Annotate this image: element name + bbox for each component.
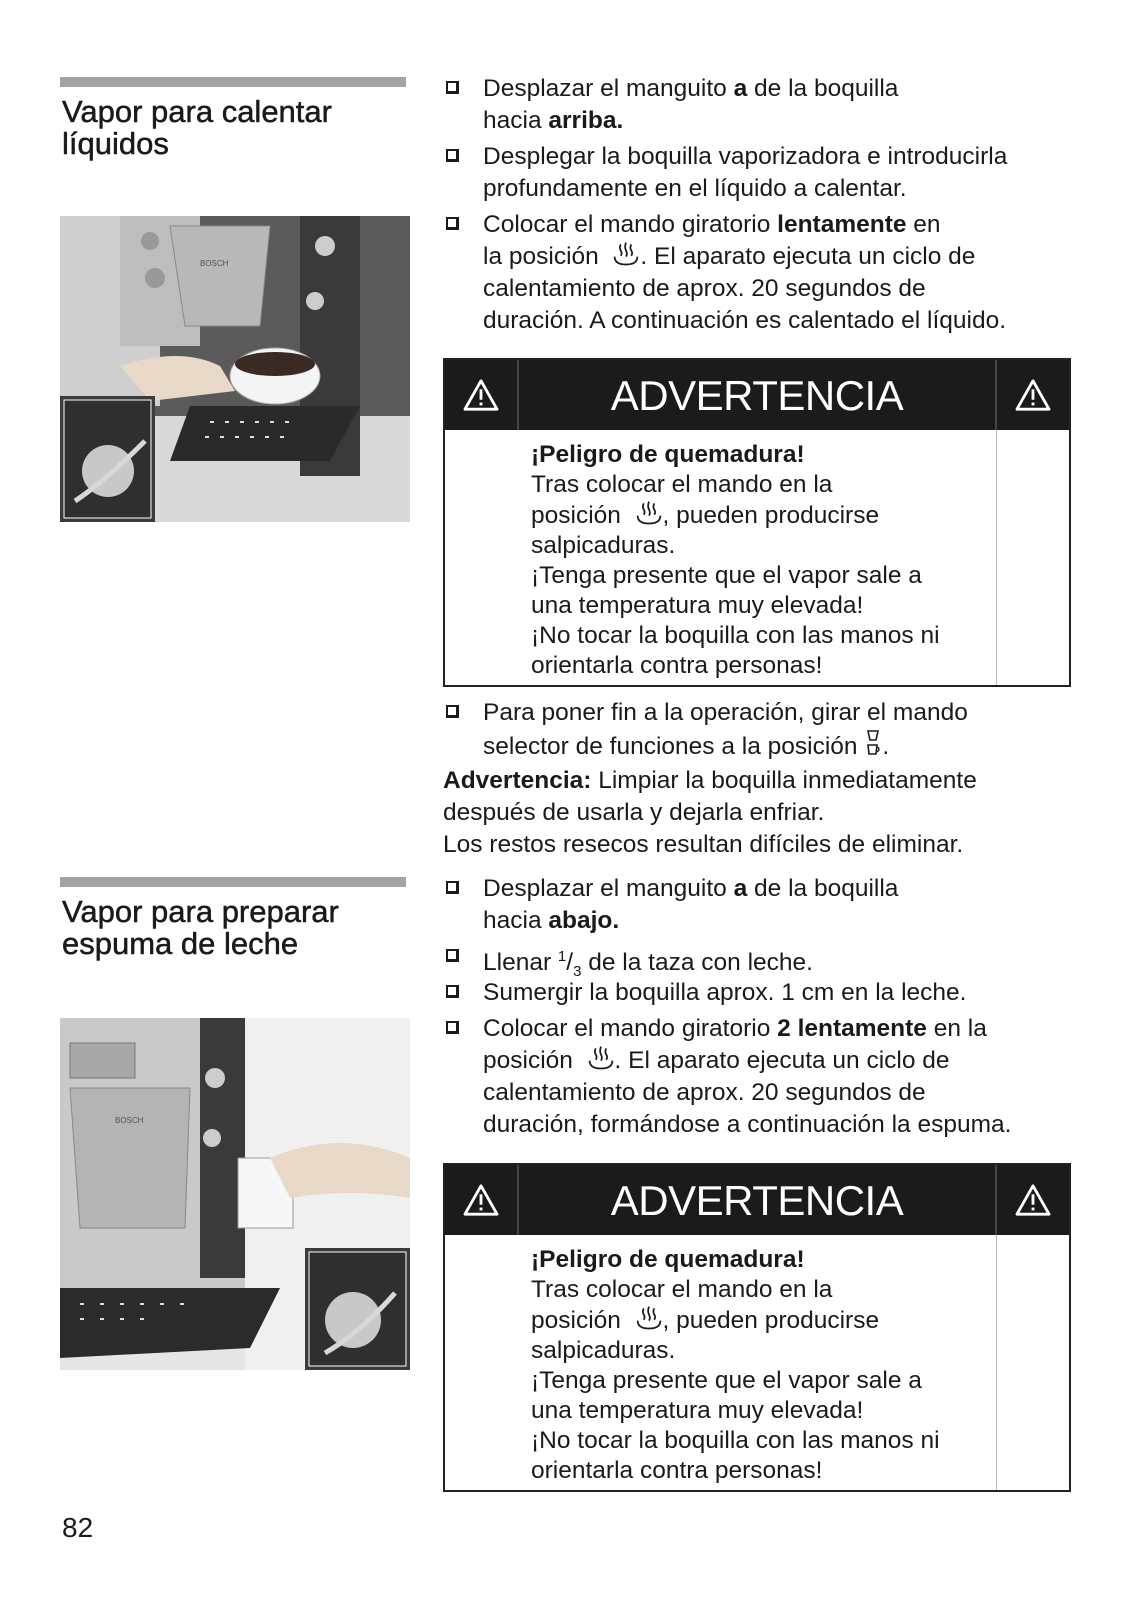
checkbox-icon (446, 949, 459, 962)
warning-header (445, 360, 1069, 430)
checkbox-icon (446, 1021, 459, 1034)
warning-box (443, 1163, 1071, 1492)
warning-heading: ¡Peligro de quemadura! (531, 1246, 805, 1273)
step-item: Desplegar la boquilla vaporizadora e introducirla profundamente en el líquido a calentar. (446, 141, 1086, 205)
warning-triangle-icon (462, 1183, 500, 1217)
checkbox-icon (446, 217, 459, 230)
brand-label: BOSCH (200, 259, 229, 268)
warning-triangle-icon (1014, 1183, 1052, 1217)
checkbox-icon (446, 705, 459, 718)
warning-title: ADVERTENCIA (610, 1177, 904, 1224)
note-paragraph: Advertencia: Limpiar la boquilla inmediatamente después de usarla y dejarla enfriar. Los restos resecos resultan difíciles de eliminar. (443, 767, 977, 858)
photo-milk-froth (60, 1018, 410, 1370)
section-rule (60, 77, 406, 87)
checkbox-icon (446, 881, 459, 894)
photo-heating-liquid (60, 216, 410, 522)
checkbox-icon (446, 985, 459, 998)
page-number: 82 (62, 1512, 94, 1543)
step-item: Desplazar el manguito a de la boquilla hacia abajo. (446, 873, 1086, 937)
note-label: Advertencia: (443, 767, 592, 794)
checkbox-icon (446, 149, 459, 162)
section-heading-liquids: Vapor para calentar líquidos (62, 94, 332, 161)
warning-heading: ¡Peligro de quemadura! (531, 441, 805, 468)
cup-position-icon (864, 729, 882, 757)
step-item: Desplazar el manguito a de la boquilla hacia arriba. (446, 73, 1086, 137)
warning-triangle-icon (1014, 378, 1052, 412)
brand-label: BOSCH (115, 1116, 144, 1125)
steam-icon (635, 1305, 663, 1331)
warning-body: ¡Peligro de quemadura! Tras colocar el mando en la posición , pueden producirse salpicaduras. ¡Tenga presente que el vapor sale a una temperatura muy elevada! ¡No tocar la boquilla con las manos ni orientarla contra personas! (445, 430, 1069, 685)
section-rule (60, 877, 406, 887)
warning-box (443, 358, 1071, 687)
step-item: Para poner fin a la operación, girar el mando selector de funciones a la posición . (446, 697, 1086, 763)
section-heading-milk-froth: Vapor para preparar espuma de leche (62, 894, 339, 961)
steam-icon (635, 500, 663, 526)
step-item: Colocar el mando giratorio lentamente en la posición . El aparato ejecuta un ciclo de calentamiento de aprox. 20 segundos de duración. A continuación es calentado el líquido. (446, 209, 1086, 337)
warning-header (445, 1165, 1069, 1235)
steam-icon (612, 241, 640, 267)
steam-icon (587, 1045, 615, 1071)
warning-body: ¡Peligro de quemadura! Tras colocar el mando en la posición , pueden producirse salpicaduras. ¡Tenga presente que el vapor sale a una temperatura muy elevada! ¡No tocar la boquilla con las manos ni orientarla contra personas! (445, 1235, 1069, 1490)
step-item: Llenar $^1/_3$ de la taza con leche. (446, 941, 1086, 988)
step-item: Sumergir la boquilla aprox. 1 cm en la leche. (446, 977, 1086, 1009)
warning-triangle-icon (462, 378, 500, 412)
step-item: Colocar el mando giratorio 2 lentamente en la posición . El aparato ejecuta un ciclo de calentamiento de aprox. 20 segundos de duración, formándose a continuación la espuma. (446, 1013, 1086, 1141)
checkbox-icon (446, 81, 459, 94)
warning-title: ADVERTENCIA (610, 372, 904, 419)
